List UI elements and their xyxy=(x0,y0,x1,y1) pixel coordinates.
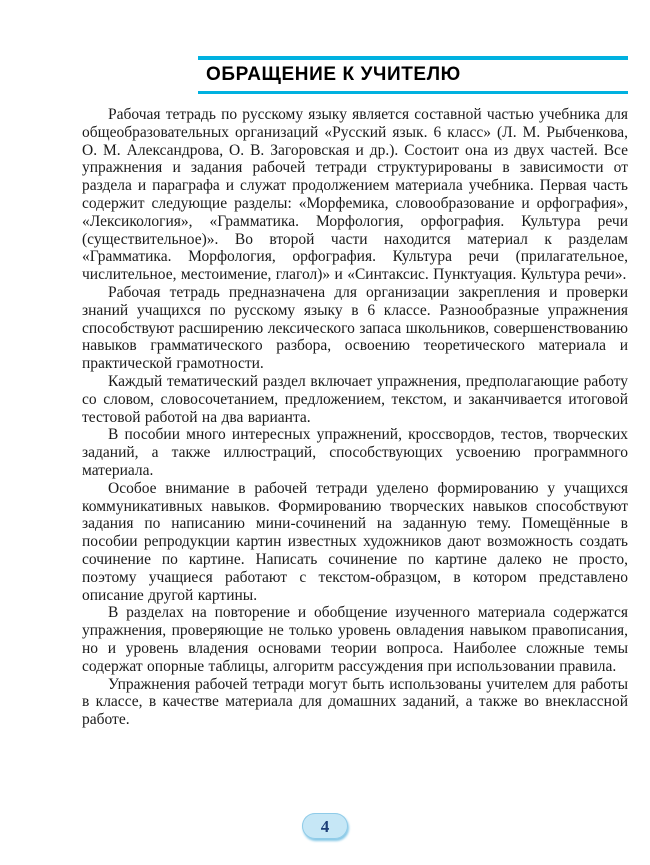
body-paragraph: Рабочая тетрадь предназначена для организации закрепления и проверки знаний учащихся по русскому языку в 6 классе. Разнообразные упражнения способствуют расширению лексического запаса школьников, совершенствованию навыков грамматического разбора, освоению теоретического материала и практической грамотности. xyxy=(82,283,628,373)
page-number-badge xyxy=(302,813,348,839)
body-paragraph: Упражнения рабочей тетради могут быть использованы учителем для работы в классе, в качестве материала для домашних заданий, а также во внеклассной работе. xyxy=(82,675,628,729)
page-title: ОБРАЩЕНИЕ К УЧИТЕЛЮ xyxy=(206,64,461,85)
body-paragraph: В пособии много интересных упражнений, кроссвордов, тестов, творческих заданий, а также иллюстраций, способствующих усвоению программного материала. xyxy=(82,426,628,479)
body-paragraph: Каждый тематический раздел включает упражнения, предполагающие работу со словом, словосочетанием, предложением, текстом, и заканчивается итоговой тестовой работой на два варианта. xyxy=(82,372,628,426)
body-paragraph: В разделах на повторение и обобщение изученного материала содержатся упражнения, проверяющие не только уровень овладения навыком правописания, но и уровень владения основами теории вопроса. Наиболее сложные темы содержат опорные таблицы, алгоритм рассуждения при использовании правила. xyxy=(82,604,628,675)
title-rule-bottom xyxy=(198,91,628,94)
page-header xyxy=(82,56,628,94)
page-body xyxy=(82,106,628,729)
page-number: 4 xyxy=(320,816,330,836)
title-rule-top xyxy=(198,56,628,60)
body-paragraph: Рабочая тетрадь по русскому языку является составной частью учебника для общеобразовательных организаций «Русский язык. 6 класс» (Л. М. Рыбченкова, О. М. Александрова, О. В. Загоровская и др.). Состоит она из двух частей. Все упражнения и задания рабочей тетради структурированы в зависимости от раздела и параграфа и служат продолжением материала учебника. Первая часть содержит следующие разделы: «Морфемика, словообразование и орфография», «Лексикология», «Грамматика. Морфология, орфография. Культура речи (существительное)». Во второй части находится материал к разделам «Грамматика. Морфология, орфография. Культура речи (прилагательное, числительное, местоимение, глагол)» и «Синтаксис. Пунктуация. Культура речи». xyxy=(82,106,628,284)
body-paragraph: Особое внимание в рабочей тетради уделено формированию у учащихся коммуникативных навыков. Формированию творческих навыков способствуют задания по написанию мини-сочинений на заданную тему. Помещённые в пособии репродукции картин известных художников дают возможность создать сочинение по картине. Написать сочинение по картине далеко не просто, поэтому учащиеся работают с текстом-образцом, в котором представлено описание другой картины. xyxy=(82,479,628,604)
